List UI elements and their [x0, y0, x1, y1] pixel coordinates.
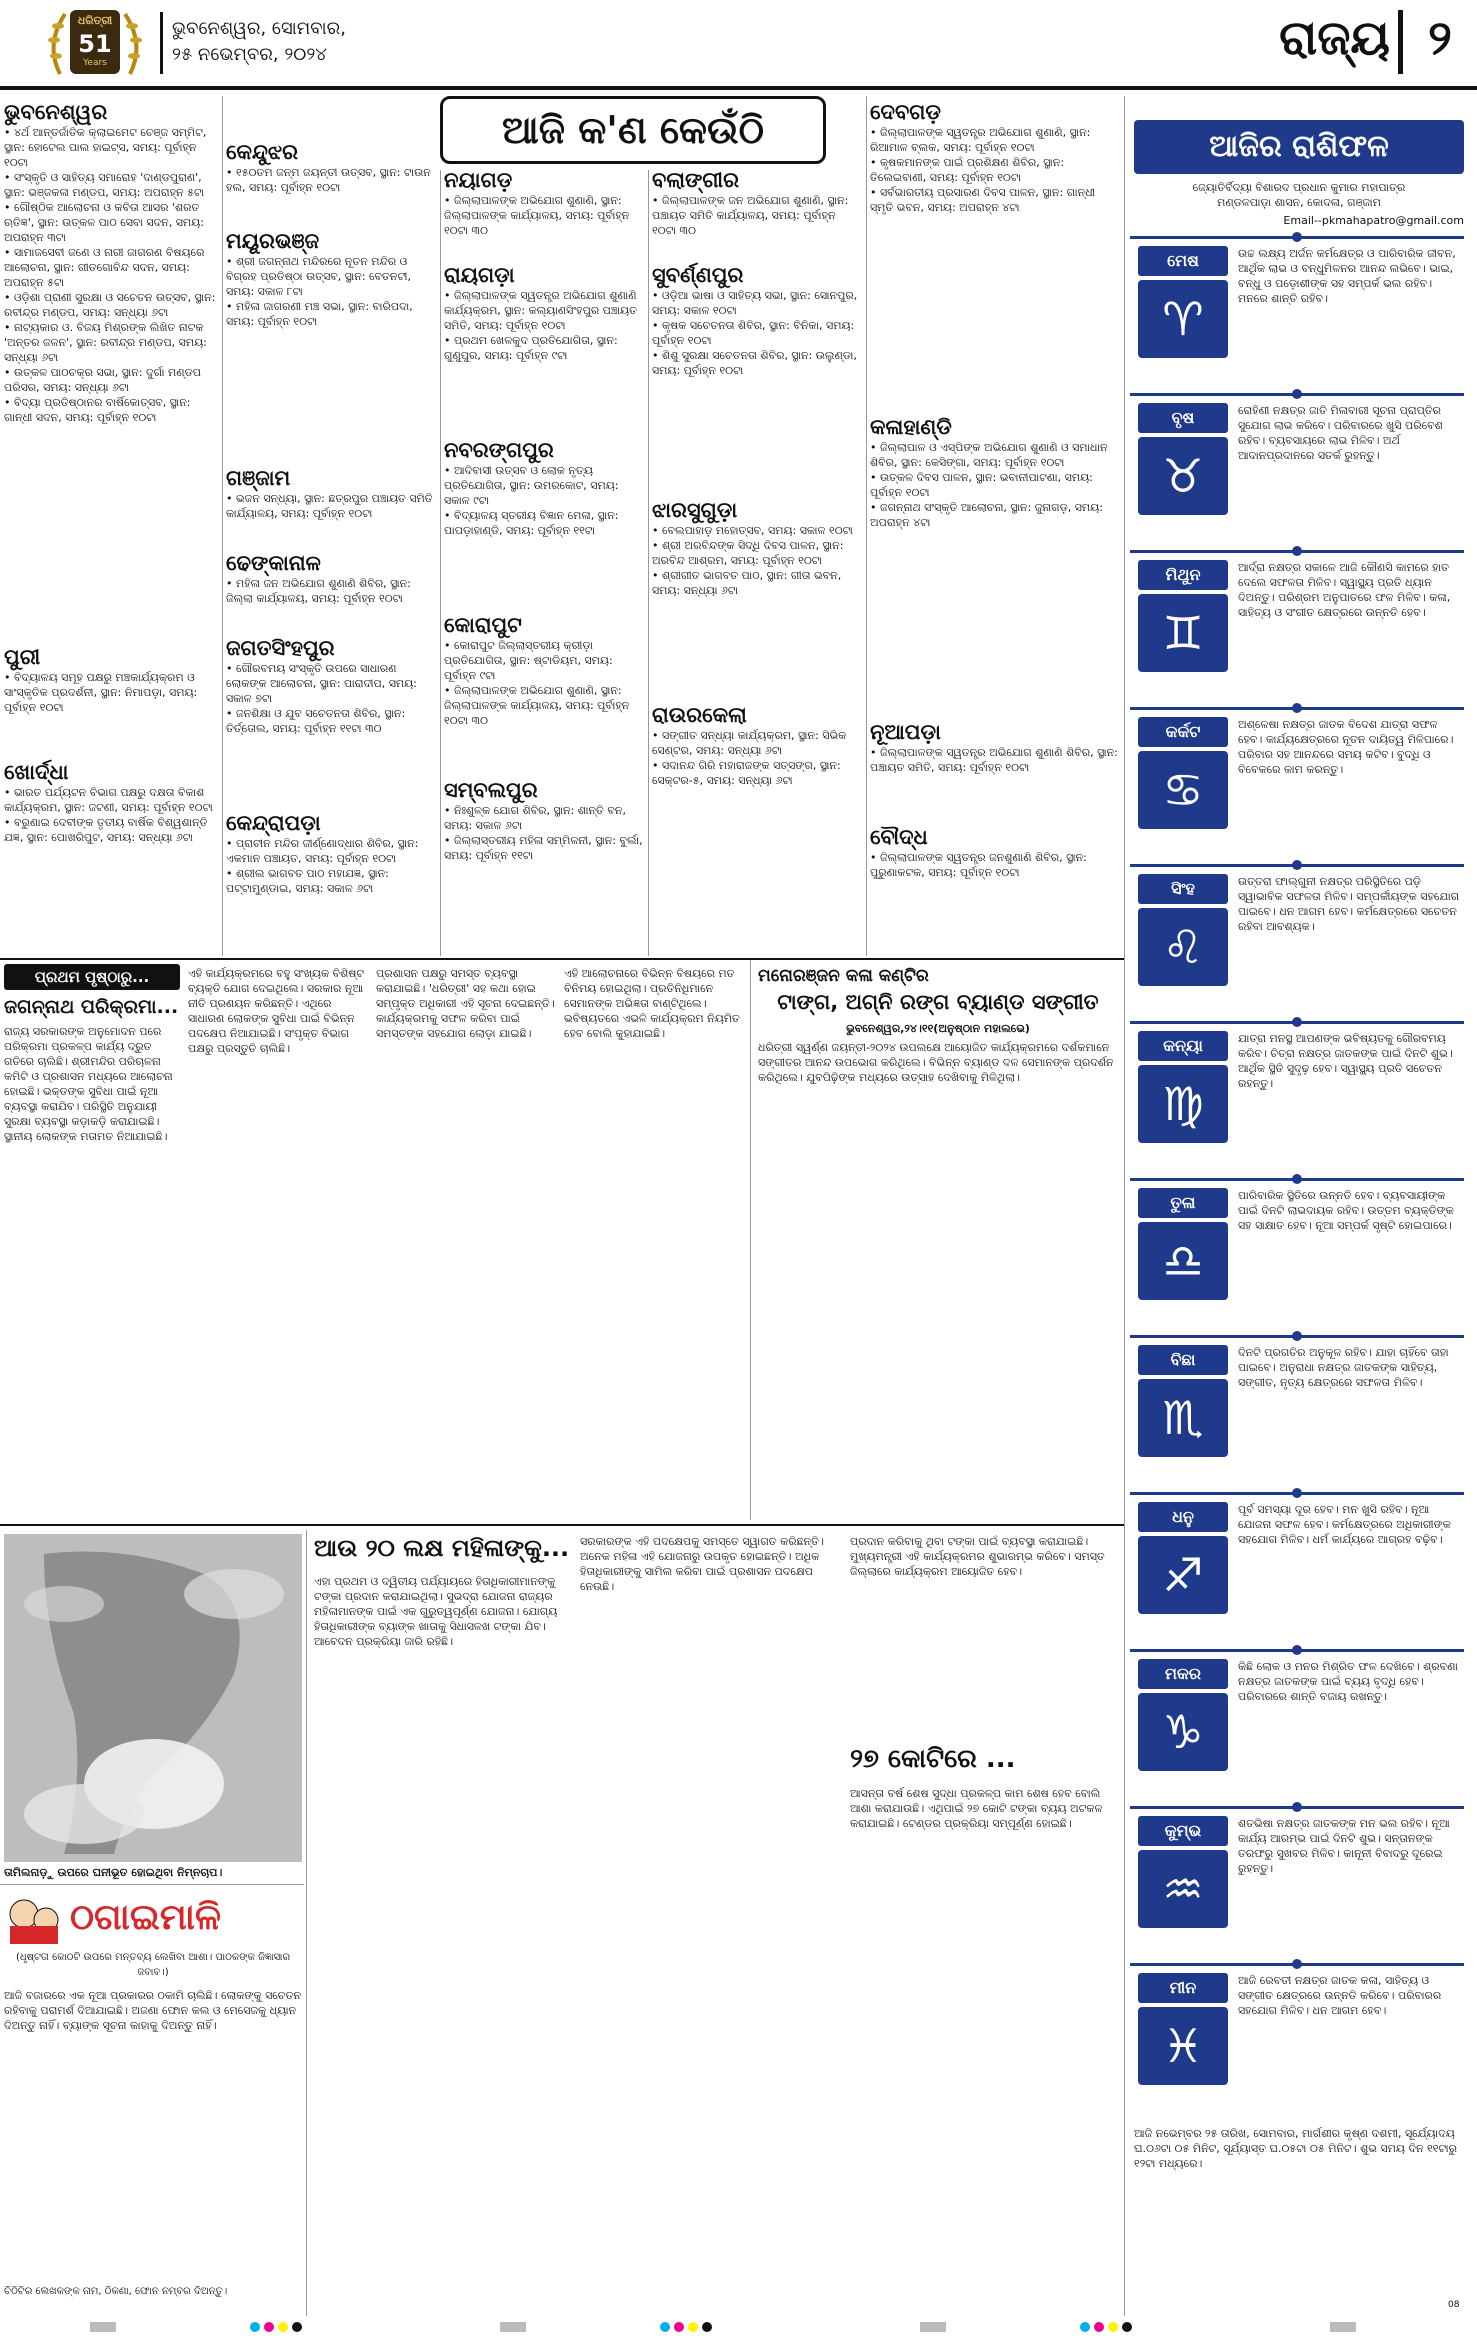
- place-date: ଭୁବନେଶ୍ୱର, ସୋମବାର, ୨୫ ନଭେମ୍ବର, ୨୦୨୪: [172, 18, 346, 65]
- registration-dot: [278, 2322, 288, 2332]
- rashi-separator: [1130, 864, 1464, 867]
- event-text: • ଶ୍ରୀ ଜଗନ୍ନାଥ ମନ୍ଦିରରେ ନୂତନ ମନ୍ଦିର ଓ ବିଗ୍ରହ ପ୍ରତିଷ୍ଠା ଉତ୍ସବ, ସ୍ଥାନ: ବେତନଟୀ, ସମୟ: ସକାଳ ୮ଟା • ମହିଳା ଜାଗରଣୀ ମଞ୍ଚ ସଭା, ସ୍ଥାନ: ବାରିପଦା, ସମୟ: ପୂର୍ବାହ୍ନ ୧୦ଟା: [226, 255, 413, 328]
- rashi-separator: [1130, 1492, 1464, 1495]
- rashiphala-title: ଆଜିର ରାଶିଫଳ: [1209, 129, 1389, 164]
- registration-dot: [688, 2322, 698, 2332]
- separator-dot: [1292, 703, 1302, 713]
- sign-forecast: ରୋହିଣୀ ନକ୍ଷତ୍ର ଜାତି ମିଳାବାରୀ ସୂଚନା ପ୍ରାପ୍ତିର ସୁଯୋଗ ଲାଭ କରିବେ। ପରିବାରରେ ଖୁସି ପରିବେଶ ରହିବ। ବ୍ୟବସାୟରେ ଲାଭ ମିଳିବ। ଅର୍ଥ ଆଦାନପ୍ରଦାନରେ ସତର୍କ ରୁହନ୍ତୁ।: [1238, 404, 1447, 462]
- page-code: 08: [1448, 2300, 1460, 2310]
- anniv-number: 51: [78, 30, 112, 58]
- event-text: • ୪ର୍ଥ ଆନ୍ତର୍ଜାତିକ କ୍ଲାଇମେଟ ଚେଞ୍ଜ ସମ୍ମିଟ, ସ୍ଥାନ: ହୋଟେଲ ପାଲ ହାଇଟ୍ସ, ସମୟ: ପୂର୍ବାହ୍ନ ୧୦ଟା • ସଂସ୍କୃତି ଓ ସାହିତ୍ୟ ସମାରୋହ 'ଦାଣ୍ଡପୁରାଣ', ସ୍ଥାନ: ଭଞ୍ଜକଳା ମଣ୍ଡପ, ସମୟ: ଅପରାହ୍ନ ୫ଟା • ଗୌଷ୍ଠିକ ଆଲୋଚନା ଓ କବିତା ଆସର 'ଶରତ ଋତିଜ୍ଞ', ସ୍ଥାନ: ଉତ୍କଳ ପାଠ ସେବା ସଦନ, ସମୟ: ଅପରାହ୍ନ ୩ଟା • ସାମାଜସେବୀ ଜଣେ ଓ ନାରୀ ଜାଗରଣ ବିଷୟରେ ଆଲୋଚନା, ସ୍ଥାନ: ଗୀତଗୋବିନ୍ଦ ସଦନ, ସମୟ: ଅପରାହ୍ନ ୫ଟା • ଓଡ଼ିଶା ପ୍ରାଣୀ ସୁରକ୍ଷା ଓ ସଚେତନ ଉତ୍ସବ, ସ୍ଥାନ: ରବୀନ୍ଦ୍ର ମଣ୍ଡପ, ସମୟ: ସନ୍ଧ୍ୟା ୬ଟା • ନାଟ୍ୟକାର ଓ. ବିଜୟ ମିଶ୍ରଙ୍କ ଲିଖିତ ନାଟକ 'ଅନ୍ତର ଜଳନ', ସ୍ଥାନ: ରବୀନ୍ଦ୍ର ମଣ୍ଡପ, ସମୟ: ସନ୍ଧ୍ୟା ୬ଟା • ଉତ୍କଳ ପାଠଚକ୍ର ସଭା, ସ୍ଥାନ: ଦୁର୍ଗା ମଣ୍ଡପ ପରିସର, ସମୟ: ସନ୍ଧ୍ୟା ୬ଟା • ବିଦ୍ୟା ପ୍ରତିଷ୍ଠାନର ବାର୍ଷିକୋତ୍ସବ, ସ୍ଥାନ: ଗାନ୍ଧୀ ସଦନ, ସମୟ: ପୂର୍ବାହ୍ନ ୧୦ଟା: [4, 126, 216, 424]
- registration-dot: [250, 2322, 260, 2332]
- astrologer-email: Email--pkmahapatro@gmail.com: [1283, 214, 1464, 227]
- event-text: • ଓଡ଼ିଆ ଭାଷା ଓ ସାହିତ୍ୟ ସଭା, ସ୍ଥାନ: ସୋନପୁର, ସମୟ: ସକାଳ ୧୦ଟା • କୃଷକ ସଚେତନତା ଶିବିର, ସ୍ଥାନ: ବିନିକା, ସମୟ: ପୂର୍ବାହ୍ନ ୧୦ଟା • ଶିଶୁ ସୁରକ୍ଷା ସଚେତନତା ଶିବିର, ସ୍ଥାନ: ଉଲୁଣ୍ଡା, ସମୟ: ପୂର୍ବାହ୍ନ ୧୦ଟା: [652, 289, 858, 377]
- separator-dot: [1292, 1645, 1302, 1655]
- subhadra-col1: ଏହା ପ୍ରଥମ ଓ ଦ୍ୱିତୀୟ ପର୍ଯ୍ୟାୟରେ ହିତାଧିକାରୀମାନଙ୍କୁ ଟଙ୍କା ପ୍ରଦାନ କରାଯାଇଥିଲା। ସୁଭଦ୍ରା ଯୋଜନା ରାଜ୍ୟର ମହିଳାମାନଙ୍କ ପାଇଁ ଏକ ଗୁରୁତ୍ୱପୂର୍ଣ୍ଣ ଯୋଜନା। ଯୋଗ୍ୟ ହିତାଧିକାରୀଙ୍କ ବ୍ୟାଙ୍କ ଖାତାକୁ ସିଧାସଳଖ ଟଙ୍କା ଯିବ। ଆବେଦନ ପ୍ରକ୍ରିୟା ଜାରି ରହିଛି।: [314, 1575, 561, 1648]
- sign-name: ବୃଷ: [1138, 403, 1228, 433]
- cartoon-faces-icon: [4, 1890, 64, 1946]
- sign-forecast: ଉଚ୍ଚ ଲକ୍ଷ୍ୟ ଅର୍ଜନ କର୍ମକ୍ଷେତ୍ର ଓ ପାରିବାରିକ ଜୀବନ, ଆର୍ଥିକ ଲାଭ ଓ ବନ୍ଧୁମିଳନର ଆନନ୍ଦ ଲଭିବେ। ଭାଇ, ବନ୍ଧୁ ଓ ପଡ଼ୋଶୀଙ୍କ ସହ ସମ୍ପର୍କ ଭଲ ରହିବ। ମନରେ ଶାନ୍ତି ରହିବ।: [1238, 247, 1460, 305]
- section-title: ରାଜ୍ୟ: [1279, 10, 1390, 66]
- zodiac-icon: ♉: [1138, 437, 1228, 515]
- panjika-text: ଆଜି ନଭେମ୍ବର ୨୫ ତାରିଖ, ସୋମବାର, ମାର୍ଗଶୀର କୃଷ୍ଣ ଦଶମୀ, ସୂର୍ଯ୍ୟୋଦୟ ଘ.୦୬ଟା ୦୫ ମିନିଟ, ସୂର୍ଯ୍ୟାସ୍ତ ଘ.୦୫ଟା ୦୫ ମିନିଟ। ଶୁଭ ସମୟ ଦିନ ୧୧ଟାରୁ ୧୨ଟା ମଧ୍ୟରେ।: [1134, 2127, 1461, 2170]
- thagamali-logo: [4, 1890, 64, 1946]
- print-marks: [0, 2318, 1477, 2339]
- registration-dot: [264, 2322, 274, 2332]
- zodiac-icon: ♏: [1138, 1379, 1228, 1457]
- grey-mark: [90, 2322, 116, 2332]
- sign-forecast: ଦିନଟି ପ୍ରଗତିର ଅନୁକୂଳ ରହିବ। ଯାହା ଚାହିଁବେ ତାହା ପାଇବେ। ଅନୁରାଧା ନକ୍ଷତ୍ର ଜାତକଙ୍କ ସାହିତ୍ୟ, ସଙ୍ଗୀତ, ନୃତ୍ୟ କ୍ଷେତ୍ରରେ ସଫଳତା ମିଳିବ।: [1238, 1346, 1453, 1389]
- satellite-image: [4, 1534, 302, 1862]
- front-col1-title: ଜଗନ୍ନାଥ ପରିକ୍ରମା...: [4, 996, 179, 1018]
- rashi-separator: [1130, 236, 1464, 239]
- separator-dot: [1292, 1017, 1302, 1027]
- subhadra-col2: ସରକାରଙ୍କ ଏହି ପଦକ୍ଷେପକୁ ସମସ୍ତେ ସ୍ୱାଗତ କରିଛନ୍ତି। ଅନେକ ମହିଳା ଏହି ଯୋଜନାରୁ ଉପକୃତ ହୋଇଛନ୍ତି। ଅଧିକ ହିତାଧିକାରୀଙ୍କୁ ସାମିଲ କରିବା ପାଇଁ ପ୍ରଶାସନ ପଦକ୍ଷେପ ନେଉଛି।: [580, 1535, 828, 1593]
- mono-text: ଧରିତ୍ରୀ ସ୍ୱର୍ଣ୍ଣ ଜୟନ୍ତୀ-୨୦୨୪ ଉପଲକ୍ଷେ ଆୟୋଜିତ କାର୍ଯ୍ୟକ୍ରମରେ ଦର୍ଶକମାନେ ସଙ୍ଗୀତର ଆନନ୍ଦ ଉପଭୋଗ କରିଥିଲେ। ବିଭିନ୍ନ ବ୍ୟାଣ୍ଡ ଦଳ ସେମାନଙ୍କ ପ୍ରଦର୍ଶନ କରିଥିଲେ। ଯୁବପିଢ଼ିଙ୍କ ମଧ୍ୟରେ ଉତ୍ସାହ ଦେଖିବାକୁ ମିଳିଥିଲା।: [758, 1041, 1118, 1084]
- sub-headline-2: ୨୭ କୋଟିରେ ...: [850, 1744, 1016, 1774]
- grey-mark: [920, 2322, 946, 2332]
- zodiac-icon: ♋: [1138, 751, 1228, 829]
- city-heading: ଭୁବନେଶ୍ୱର: [4, 100, 108, 124]
- front-col4-text: ଏହି ଆଲୋଚନାରେ ବିଭିନ୍ନ ବିଷୟରେ ମତ ବିନିମୟ ହୋଇଥିଲା। ପ୍ରତିନିଧିମାନେ ସେମାନଙ୍କ ଅଭିଜ୍ଞତା ବାଣ୍ଟିଥିଲେ। ଭବିଷ୍ୟତରେ ଏଭଳି କାର୍ଯ୍ୟକ୍ରମ ନିୟମିତ ହେବ ବୋଲି କୁହାଯାଇଛି।: [564, 967, 744, 1040]
- city-heading: ଖୋର୍ଦ୍ଧା: [4, 760, 69, 784]
- city-heading: ଢେଙ୍କାନାଳ: [226, 551, 321, 575]
- sign-name: ସିଂହ: [1138, 874, 1228, 904]
- sign-name: ବିଛା: [1138, 1345, 1228, 1375]
- subhadra-col3b: ଆସନ୍ତା ବର୍ଷ ଶେଷ ସୁଦ୍ଧା ପ୍ରକଳ୍ପ କାମ ଶେଷ ହେବ ବୋଲି ଆଶା କରାଯାଉଛି। ଏଥିପାଇଁ ୨୭ କୋଟି ଟଙ୍କା ବ୍ୟୟ ଅଟକଳ କରାଯାଇଛି। ଟେଣ୍ଡର ପ୍ରକ୍ରିୟା ସମ୍ପୂର୍ଣ୍ଣ ହୋଇଛି।: [850, 1787, 1106, 1830]
- sign-name: କର୍କଟ: [1138, 717, 1228, 747]
- sign-forecast: ଆର୍ଦ୍ରା ନକ୍ଷତ୍ର ସକାଳେ ଆଜି କୌଣସି କାମରେ ହାତ ଦେଲେ ସଫଳତା ମିଳିବ। ସ୍ୱାସ୍ଥ୍ୟ ପ୍ରତି ଧ୍ୟାନ ଦିଅନ୍ତୁ। ପରିଶ୍ରମ ଅନୁପାତରେ ଫଳ ମିଳିବ। କଳା, ସାହିତ୍ୟ ଓ ସଂଗୀତ କ୍ଷେତ୍ରରେ ଉନ୍ନତି ହେବ।: [1238, 561, 1454, 619]
- event-text: • ଜିଲ୍ଲାପାଳଙ୍କ ସ୍ୱତନ୍ତ୍ର ଅଭିଯୋଗ ଶୁଣାଣି କାର୍ଯ୍ୟକ୍ରମ, ସ୍ଥାନ: କଲ୍ୟାଣସିଂହପୁର ପଞ୍ଚାୟତ ସମିତି, ସମୟ: ପୂର୍ବାହ୍ନ ୧୦ଟା • ପ୍ରଥମ ଖେଳକୁଦ ପ୍ରତିଯୋଗିତା, ସ୍ଥାନ: ଗୁଣୁପୁର, ସମୟ: ପୂର୍ବାହ୍ନ ୯ଟା: [444, 289, 637, 362]
- event-text: • ଜିଲ୍ଲାପାଳଙ୍କ ଅଭିଯୋଗ ଶୁଣାଣି, ସ୍ଥାନ: ଜିଲ୍ଲାପାଳଙ୍କ କାର୍ଯ୍ୟାଳୟ, ସମୟ: ପୂର୍ବାହ୍ନ ୧୦ଟା ୩୦: [444, 194, 633, 237]
- city-heading: ନୟାଗଡ଼: [444, 168, 513, 192]
- subhadra-col3: ପ୍ରଦାନ କରିବାକୁ ଥିବା ଟଙ୍କା ପାଇଁ ବ୍ୟବସ୍ଥା କରାଯାଇଛି। ମୁଖ୍ୟମନ୍ତ୍ରୀ ଏହି କାର୍ଯ୍ୟକ୍ରମର ଶୁଭାରମ୍ଭ କରିବେ। ସମସ୍ତ ଜିଲ୍ଲାରେ କାର୍ଯ୍ୟକ୍ରମ ଆୟୋଜିତ ହେବ।: [850, 1535, 1109, 1578]
- zodiac-icon: ♈: [1138, 280, 1228, 358]
- sign-name: କୁମ୍ଭ: [1138, 1816, 1228, 1846]
- registration-dot: [660, 2322, 670, 2332]
- registration-dot: [702, 2322, 712, 2332]
- rashi-separator: [1130, 707, 1464, 710]
- event-text: • ଜିଲ୍ଲାପାଳ ଓ ଏସ୍‌ପିଙ୍କ ଅଭିଯୋଗ ଶୁଣାଣି ଓ ସମାଧାନ ଶିବିର, ସ୍ଥାନ: କେସିଙ୍ଗା, ସମୟ: ପୂର୍ବାହ୍ନ ୧୦ଟା • ଉତ୍କଳ ଦିବସ ପାଳନ, ସ୍ଥାନ: ଭବାନୀପାଟଣା, ସମୟ: ପୂର୍ବାହ୍ନ ୧୦ଟା • ଜଗନ୍ନାଥ ସଂସ୍କୃତି ଆଲୋଚନା, ସ୍ଥାନ: ଜୁନାଗଡ଼, ସମୟ: ଅପରାହ୍ନ ୪ଟା: [870, 441, 1108, 529]
- photo-rule: [0, 1884, 304, 1885]
- events-title: ଆଜି କ'ଣ କେଉଁଠି: [501, 108, 765, 152]
- rashi-separator: [1130, 1178, 1464, 1181]
- rashi-separator: [1130, 1806, 1464, 1809]
- sign-name: କନ୍ୟା: [1138, 1031, 1228, 1061]
- sign-forecast: ପାରିବାରିକ ସ୍ଥିତିରେ ଉନ୍ନତି ହେବ। ବ୍ୟବସାୟୀଙ୍କ ପାଇଁ ଦିନଟି ଲାଭଦାୟକ ରହିବ। ଉତ୍ତମ ବ୍ୟକ୍ତିଙ୍କ ସହ ସାକ୍ଷାତ ହେବ। ନୂଆ ସମ୍ପର୍କ ସୃଷ୍ଟି ହୋଇପାରେ।: [1238, 1189, 1458, 1232]
- mono-title: ମନୋରଞ୍ଜନ କଳା କଣ୍ଟିର: [758, 966, 929, 986]
- sign-forecast: ଯାତ୍ରା ମନସ୍ଥ ଆପଣଙ୍କ ଭବିଷ୍ୟତକୁ ଗୌରବମୟ କରିବ। ଚିତ୍ରା ନକ୍ଷତ୍ର ଜାତକଙ୍କ ପାଇଁ ଦିନଟି ଶୁଭ। ଆର୍ଥିକ ସ୍ଥିତି ସୁଦୃଢ଼ ହେବ। ସ୍ୱାସ୍ଥ୍ୟ ପ୍ରତି ସଚେତନ ରହନ୍ତୁ।: [1238, 1032, 1457, 1090]
- weather-photo: [4, 1534, 302, 1862]
- sign-name: ମିଥୁନ: [1138, 560, 1228, 590]
- grey-mark: [500, 2322, 526, 2332]
- zodiac-icon: ♐: [1138, 1536, 1228, 1614]
- page-number: ୨: [1428, 10, 1452, 66]
- city-heading: ମୟୂରଭଞ୍ଜ: [226, 229, 320, 253]
- event-text: • ଗୌରବମୟ ସଂସ୍କୃତି ଉପରେ ସାଧାରଣ ଲୋକଙ୍କ ଆଲୋଚନା, ସ୍ଥାନ: ପାରାଦୀପ, ସମୟ: ସକାଳ ୭ଟା • ଜନଶିକ୍ଷା ଓ ଯୁବ ସଚେତନତା ଶିବିର, ସ୍ଥାନ: ତିର୍ତ୍ତୋଲ, ସମୟ: ପୂର୍ବାହ୍ନ ୧୧ଟା ୩୦: [226, 662, 417, 735]
- zodiac-icon: ♓: [1138, 2007, 1228, 2085]
- sign-forecast: ଶତଭିଷା ନକ୍ଷତ୍ର ଜାତକଙ୍କ ମନ ଭଲ ରହିବ। ନୂଆ କାର୍ଯ୍ୟ ଆରମ୍ଭ ପାଇଁ ଦିନଟି ଶୁଭ। ସନ୍ତାନଙ୍କ ତରଫରୁ ସୁଖବର ମିଳିବ। କାନୂନୀ ବିବାଦରୁ ଦୂରେଇ ରୁହନ୍ତୁ।: [1238, 1817, 1454, 1875]
- front-page-label: ପ୍ରଥମ ପୃଷ୍ଠାରୁ...: [34, 968, 150, 986]
- separator-dot: [1292, 546, 1302, 556]
- city-heading: ଜଗତସିଂହପୁର: [226, 636, 335, 660]
- thagamali-text: ଆଜି ବଜାରରେ ଏକ ନୂଆ ପ୍ରକାରର ଠକାମି ଚାଲିଛି। ଲୋକଙ୍କୁ ସଚେତନ ରହିବାକୁ ପରାମର୍ଶ ଦିଆଯାଇଛି। ଅଜଣା ଫୋନ କଲ ଓ ମେସେଜକୁ ଧ୍ୟାନ ଦିଅନ୍ତୁ ନାହିଁ। ବ୍ୟାଙ୍କ ସୂଚନା କାହାକୁ ଦିଅନ୍ତୁ ନାହିଁ।: [4, 1989, 305, 2032]
- rashi-separator: [1130, 1021, 1464, 1024]
- sign-name: ଧନୁ: [1138, 1502, 1228, 1532]
- city-heading: ବୌଦ୍ଧ: [870, 825, 928, 849]
- city-heading: ପୁରୀ: [4, 645, 41, 669]
- city-heading: ସମ୍ବଲପୁର: [444, 778, 538, 802]
- city-heading: ଗଞ୍ଜାମ: [226, 466, 291, 490]
- registration-dot: [292, 2322, 302, 2332]
- registration-dot: [674, 2322, 684, 2332]
- event-text: • ପ୍ରାଚୀନ ମନ୍ଦିର ଜୀର୍ଣ୍ଣୋଦ୍ଧାର ଶିବିର, ସ୍ଥାନ: ଏକମାନ ପଞ୍ଚାୟତ, ସମୟ: ପୂର୍ବାହ୍ନ ୧୦ଟା • ଶ୍ରୀଲ ଭାଗବତ ପାଠ ମହାଯଜ୍ଞ, ସ୍ଥାନ: ପଟ୍ଟାମୁଣ୍ଡାଇ, ସମୟ: ସକାଳ ୬ଟା: [226, 837, 419, 895]
- event-text: • ଭାରତ ପର୍ଯ୍ୟଟନ ବିଭାଗ ପକ୍ଷରୁ ଦକ୍ଷତା ବିକାଶ କାର୍ଯ୍ୟକ୍ରମ, ସ୍ଥାନ: ଜଟଣୀ, ସମୟ: ପୂର୍ବାହ୍ନ ୧୦ଟା • ବରୁଣାଇ ଦେବୀଙ୍କ ତୃତୀୟ ବାର୍ଷିକ ବିଶ୍ୱଶାନ୍ତି ଯଜ୍ଞ, ସ୍ଥାନ: ପୋଖରିପୁଟ, ସମୟ: ସନ୍ଧ୍ୟା ୬ଟା: [4, 786, 213, 844]
- event-text: • ବିଦ୍ୟାଳୟ ସମୂହ ପକ୍ଷରୁ ମଞ୍ଚକାର୍ଯ୍ୟକ୍ରମ ଓ ସାଂସ୍କୃତିକ ପ୍ରଦର୍ଶନୀ, ସ୍ଥାନ: ନିମାପଡ଼ା, ସମୟ: ପୂର୍ବାହ୍ନ ୧୦ଟା: [4, 671, 201, 714]
- front-col1-text: ରାଜ୍ୟ ସରକାରଙ୍କ ଅନୁମୋଦନ ପରେ ପରିକ୍ରମା ପ୍ରକଳ୍ପ କାର୍ଯ୍ୟ ଦ୍ରୁତ ଗତିରେ ଚାଲିଛି। ଶ୍ରୀମନ୍ଦିର ପରିଚାଳନା କମିଟି ଓ ପ୍ରଶାସନ ମଧ୍ୟରେ ଆଲୋଚନା ହୋଇଛି। ଭକ୍ତଙ୍କ ସୁବିଧା ପାଇଁ ନୂଆ ବ୍ୟବସ୍ଥା କରାଯିବ। ପରିସ୍ଥିତି ଅନୁଯାୟୀ ସୁରକ୍ଷା ବ୍ୟବସ୍ଥା କଡ଼ାକଡ଼ି କରାଯାଇଛି। ସ୍ଥାନୀୟ ଲୋକଙ୍କ ମତାମତ ନିଆଯାଇଛି।: [4, 1025, 177, 1143]
- sign-name: ମେଷ: [1138, 246, 1228, 276]
- sign-name: ମକର: [1138, 1659, 1228, 1689]
- separator-dot: [1292, 1959, 1302, 1969]
- rashi-separator: [1130, 393, 1464, 396]
- city-heading: ଦେବଗଡ଼: [870, 100, 941, 124]
- front-col3-text: ପ୍ରଶାସନ ପକ୍ଷରୁ ସମସ୍ତ ବ୍ୟବସ୍ଥା କରାଯାଇଛି। 'ଧରିତ୍ରୀ' ସହ କଥା ହୋଇ ସମ୍ପୃକ୍ତ ଅଧିକାରୀ ଏହି ସୂଚନା ଦେଇଛନ୍ତି। କାର୍ଯ୍ୟକ୍ରମକୁ ସଫଳ କରିବା ପାଇଁ ସମସ୍ତଙ୍କ ସହଯୋଗ ଲୋଡ଼ା ଯାଇଛି।: [376, 967, 559, 1040]
- mono-subtitle: ଟାଙ୍ଗ, ଅଗ୍ନି ରଙ୍ଗ ବ୍ୟାଣ୍ଡ ସଙ୍ଗୀତ: [777, 990, 1099, 1014]
- event-text: • ଜିଲ୍ଲାପାଳଙ୍କ ସ୍ୱତନ୍ତ୍ର ଜନଶୁଣାଣି ଶିବିର, ସ୍ଥାନ: ପୁରୁଣାକଟକ, ସମୟ: ପୂର୍ବାହ୍ନ ୧୦ଟା: [870, 851, 1091, 879]
- thagamali-title: ଠଗାଇମାଳି: [70, 1897, 221, 1938]
- zodiac-icon: ♊: [1138, 594, 1228, 672]
- city-heading: ରାୟଗଡ଼ା: [444, 263, 515, 287]
- event-text: • ଭଜନ ସନ୍ଧ୍ୟା, ସ୍ଥାନ: ଛତ୍ରପୁର ପଞ୍ଚାୟତ ସମିତି କାର୍ଯ୍ୟାଳୟ, ସମୟ: ପୂର୍ବାହ୍ନ ୧୦ଟା: [226, 492, 437, 520]
- sign-forecast: ଉତ୍ତରା ଫାଲ୍‌ଗୁନୀ ନକ୍ଷତ୍ର ପରିସ୍ଥିତିରେ ପଡ଼ି ସ୍ୱାଭାବିକ ସଫଳତା ମିଳିବ। ସମ୍ପର୍କୀୟଙ୍କ ସହଯୋଗ ପାଇବେ। ଧନ ଆଗମ ହେବ। କର୍ମକ୍ଷେତ୍ରରେ ସଚେତନ ରହିବା ଆବଶ୍ୟକ।: [1238, 875, 1463, 933]
- registration-dot: [1094, 2322, 1104, 2332]
- rashi-separator: [1130, 550, 1464, 553]
- event-text: • ସଙ୍ଗୀତ ସନ୍ଧ୍ୟା କାର୍ଯ୍ୟକ୍ରମ, ସ୍ଥାନ: ସିଭିକ ସେଣ୍ଟର, ସମୟ: ସନ୍ଧ୍ୟା ୬ଟା • ସଦାନନ୍ଦ ଗିରି ମହାରାଜଙ୍କ ସତ୍ସଙ୍ଗ, ସ୍ଥାନ: ସେକ୍ଟର-୫, ସମୟ: ସନ୍ଧ୍ୟା ୬ଟା: [652, 729, 847, 787]
- zodiac-icon: ♒: [1138, 1850, 1228, 1928]
- city-heading: ରାଉରକେଲା: [652, 703, 747, 727]
- front-col2-text: ଏହି କାର୍ଯ୍ୟକ୍ରମରେ ବହୁ ସଂଖ୍ୟକ ବିଶିଷ୍ଟ ବ୍ୟକ୍ତି ଯୋଗ ଦେଇଥିଲେ। ସରକାର ନୂଆ ନୀତି ପ୍ରଣୟନ କରିଛନ୍ତି। ଏଥିରେ ସାଧାରଣ ଲୋକଙ୍କ ସୁବିଧା ପାଇଁ ବିଭିନ୍ନ ପଦକ୍ଷେପ ନିଆଯାଇଛି। ସଂପୃକ୍ତ ବିଭାଗ ପକ୍ଷରୁ ପ୍ରସ୍ତୁତି ଚାଲିଛି।: [188, 967, 368, 1055]
- sign-forecast: କିଛି ଲୋକ ଓ ମନର ମିଶ୍ରିତ ଫଳ ଦେଖିବେ। ଶ୍ରବଣା ନକ୍ଷତ୍ର ଜାତକଙ୍କ ପାଇଁ ବ୍ୟୟ ବୃଦ୍ଧି ହେବ। ପରିବାରରେ ଶାନ୍ତି ବଜାୟ ରଖନ୍ତୁ।: [1238, 1660, 1462, 1703]
- thagamali-footer: ଚିଠିଟିର ଲେଖକଙ୍କ ନାମ, ଠିକଣା, ଫୋନ ନମ୍ବର ଦିଅନ୍ତୁ।: [4, 2286, 228, 2297]
- event-text: • ବେଲପାହାଡ଼ ମହୋତ୍ସବ, ସମୟ: ସକାଳ ୧୦ଟା • ଶ୍ରୀ ଅରବିନ୍ଦଙ୍କ ସିଦ୍ଧି ଦିବସ ପାଳନ, ସ୍ଥାନ: ଅରବିନ୍ଦ ଆଶ୍ରମ, ସମୟ: ପୂର୍ବାହ୍ନ ୧୦ଟା • ଶ୍ରୀଗୀତ ଭାଗବତ ପାଠ, ସ୍ଥାନ: ଗୀତା ଭବନ, ସମୟ: ସନ୍ଧ୍ୟା ୬ଟା: [652, 524, 853, 597]
- photo-col-rule: [306, 1530, 307, 2316]
- city-heading: ଝାରସୁଗୁଡ଼ା: [652, 498, 738, 522]
- sign-name: ତୁଳା: [1138, 1188, 1228, 1218]
- separator-dot: [1292, 389, 1302, 399]
- event-text: • ଆଦିବାସୀ ଉତ୍ସବ ଓ ଲୋକ ନୃତ୍ୟ ପ୍ରତିଯୋଗିତା, ସ୍ଥାନ: ଉମରକୋଟ, ସମୟ: ସକାଳ ୯ଟା • ବିଦ୍ୟାଳୟ ସ୍ତରୀୟ ବିଜ୍ଞାନ ମେଳା, ସ୍ଥାନ: ପାପଡ଼ାହାଣ୍ଡି, ସମୟ: ପୂର୍ବାହ୍ନ ୧୧ଟା: [444, 464, 619, 537]
- anniv-label: Years: [83, 58, 107, 68]
- event-text: • ଜିଲ୍ଲାପାଳଙ୍କ ସ୍ୱତନ୍ତ୍ର ଅଭିଯୋଗ ଶୁଣାଣି, ସ୍ଥାନ: ରିଆମାଳ ବ୍ଲକ, ସମୟ: ପୂର୍ବାହ୍ନ ୧୦ଟା • କୃଷକମାନଙ୍କ ପାଇଁ ପ୍ରଶିକ୍ଷଣ ଶିବିର, ସ୍ଥାନ: ତିଲେଇବାଣୀ, ସମୟ: ପୂର୍ବାହ୍ନ ୧୦ଟା • ସର୍ବଭାରତୀୟ ପ୍ରସାରଣ ଦିବସ ପାଳନ, ସ୍ଥାନ: ଗାନ୍ଧୀ ସ୍ମୃତି ଭବନ, ସମୟ: ଅପରାହ୍ନ ୪ଟା: [870, 126, 1096, 214]
- event-text: • ଜିଲ୍ଲାପାଳଙ୍କ ସ୍ୱତନ୍ତ୍ର ଅଭିଯୋଗ ଶୁଣାଣି ଶିବିର, ସ୍ଥାନ: ପଞ୍ଚାୟତ ସମିତି, ସମୟ: ପୂର୍ବାହ୍ନ ୧୦ଟା: [870, 746, 1122, 774]
- grey-mark: [1330, 2322, 1356, 2332]
- registration-dot: [1108, 2322, 1118, 2332]
- separator-dot: [1292, 860, 1302, 870]
- city-heading: ନୂଆପଡ଼ା: [870, 720, 941, 744]
- event-text: • ୧୫୦ତମ ଜନ୍ମ ଜୟନ୍ତୀ ଉତ୍ସବ, ସ୍ଥାନ: ଟାଉନ ହଲ, ସମୟ: ପୂର୍ବାହ୍ନ ୧୦ଟା: [226, 166, 435, 194]
- thagamali-box: [4, 1890, 305, 2310]
- front-right-rule: [750, 960, 751, 1520]
- sign-name: ମୀନ: [1138, 1973, 1228, 2003]
- front-bottom-rule: [0, 1524, 1124, 1526]
- event-text: • କୋରାପୁଟ ଜିଲ୍ଲାସ୍ତରୀୟ କ୍ରୀଡ଼ା ପ୍ରତିଯୋଗିତା, ସ୍ଥାନ: ଷ୍ଟାଡିୟମ, ସମୟ: ପୂର୍ବାହ୍ନ ୯ଟା • ଜିଲ୍ଲାପାଳଙ୍କ ଅଭିଯୋଗ ଶୁଣାଣି, ସ୍ଥାନ: ଜିଲ୍ଲାପାଳଙ୍କ କାର୍ଯ୍ୟାଳୟ, ସମୟ: ପୂର୍ବାହ୍ନ ୧୦ଟା ୩୦: [444, 639, 630, 727]
- city-heading: ସୁବର୍ଣ୍ଣପୁର: [652, 263, 744, 287]
- separator-dot: [1292, 1174, 1302, 1184]
- city-heading: କେନ୍ଦୁଝର: [226, 140, 299, 164]
- zodiac-icon: ♍: [1138, 1065, 1228, 1143]
- front-page-label-box: [4, 964, 180, 990]
- separator-dot: [1292, 1331, 1302, 1341]
- city-heading: ବଲାଙ୍ଗୀର: [652, 168, 739, 192]
- events-bottom-rule: [0, 958, 1124, 960]
- sign-forecast: ପୂର୍ବ ସମସ୍ୟା ଦୂର ହେବ। ମନ ଖୁସି ରହିବ। ନୂଆ ଯୋଜନା ସଫଳ ହେବ। କର୍ମକ୍ଷେତ୍ରରେ ଅଧିକାରୀଙ୍କ ସହଯୋଗ ମିଳିବ। ଧର୍ମ କାର୍ଯ୍ୟରେ ଆଗ୍ରହ ବଢ଼ିବ।: [1238, 1503, 1455, 1546]
- city-heading: କଳାହାଣ୍ଡି: [870, 415, 952, 439]
- zodiac-icon: ♌: [1138, 908, 1228, 986]
- city-heading: କୋରାପୁଟ: [444, 613, 522, 637]
- rashi-separator: [1130, 1335, 1464, 1338]
- sign-forecast: ଆଜି ରେବତୀ ନକ୍ଷତ୍ର ଜାତକ କଳା, ସାହିତ୍ୟ ଓ ସଙ୍ଗୀତ କ୍ଷେତ୍ରରେ ଉନ୍ନତି କରିବେ। ପରିବାରର ସହଯୋଗ ମିଳିବ। ଧନ ଆଗମ ହେବ।: [1238, 1974, 1445, 2017]
- photo-caption: ତାମିଲନାଡ଼ୁ ଉପରେ ଘନୀଭୂତ ହୋଇଥିବା ନିମ୍ନଚାପ।: [4, 1866, 223, 1879]
- separator-dot: [1292, 1488, 1302, 1498]
- mono-dateline: ଭୁବନେଶ୍ୱର,୨୪।୧୧(ଅନୁଷ୍ଠାନ ମହାଲଭେ): [846, 1022, 1030, 1035]
- separator-dot: [1292, 232, 1302, 242]
- separator-dot: [1292, 1802, 1302, 1812]
- zodiac-icon: ♎: [1138, 1222, 1228, 1300]
- city-heading: ନବରଙ୍ଗପୁର: [444, 438, 554, 462]
- event-text: • ମହିଳା ଜନ ଅଭିଯୋଗ ଶୁଣାଣି ଶିବିର, ସ୍ଥାନ: ଜିଲ୍ଲା କାର୍ଯ୍ୟାଳୟ, ସମୟ: ପୂର୍ବାହ୍ନ ୧୦ଟା: [226, 577, 415, 605]
- sign-forecast: ଅଶ୍ଳେଷା ନକ୍ଷତ୍ର ଜାତକ ବିଦେଶ ଯାତ୍ରା ସଫଳ ହେବ। କାର୍ଯ୍ୟକ୍ଷେତ୍ରରେ ନୂତନ ଦାୟିତ୍ୱ ମିଳିପାରେ। ପରିବାର ସହ ଆନନ୍ଦରେ ସମୟ କଟିବ। ବୁଦ୍ଧି ଓ ବିବେକରେ କାମ କରନ୍ତୁ।: [1238, 718, 1457, 776]
- zodiac-icon: ♑: [1138, 1693, 1228, 1771]
- subhadra-headline: ଆଉ ୨୦ ଲକ୍ଷ ମହିଳାଙ୍କୁ...: [314, 1534, 570, 1562]
- thagamali-intro: (ଧୃଷ୍ଟତା କୋଠଟି ଉପରେ ମନ୍ତବ୍ୟ ଲେଖିବା ଆଶା। ପାଠକଙ୍କ ଜିଜ୍ଞାସାର ଜବାବ।): [15, 1952, 294, 1978]
- registration-dot: [1080, 2322, 1090, 2332]
- astrologer-name: ଜ୍ୟୋତିର୍ବିଦ୍ୟା ବିଶାରଦ ପ୍ରଧାନ କୁମାର ମହାପାତ୍ର ମଣ୍ଡଳପାଡ଼ା ଶାସନ, କୋଦଳା, ଗଞ୍ଜାମ: [1192, 181, 1406, 209]
- city-heading: କେନ୍ଦ୍ରାପଡ଼ା: [226, 811, 321, 835]
- registration-dot: [1122, 2322, 1132, 2332]
- rashi-separator: [1130, 1963, 1464, 1966]
- event-text: • ଜିଲ୍ଲାପାଳଙ୍କ ଜନ ଅଭିଯୋଗ ଶୁଣାଣି, ସ୍ଥାନ: ପଞ୍ଚାୟତ ସମିତି କାର୍ଯ୍ୟାଳୟ, ସମୟ: ପୂର୍ବାହ୍ନ ୧୦ଟା ୩୦: [652, 194, 852, 237]
- rashi-separator: [1130, 1649, 1464, 1652]
- event-text: • ନିଃଶୁଳ୍କ ଯୋଗ ଶିବିର, ସ୍ଥାନ: ଶାନ୍ତି ବନ, ସମୟ: ସକାଳ ୬ଟା • ଜିଲ୍ଲାସ୍ତରୀୟ ମହିଳା ସମ୍ମିଳନୀ, ସ୍ଥାନ: ବୁର୍ଲା, ସମୟ: ପୂର୍ବାହ୍ନ ୧୧ଟା: [444, 804, 643, 862]
- brand-small: ଧରିତ୍ରୀ: [77, 14, 113, 27]
